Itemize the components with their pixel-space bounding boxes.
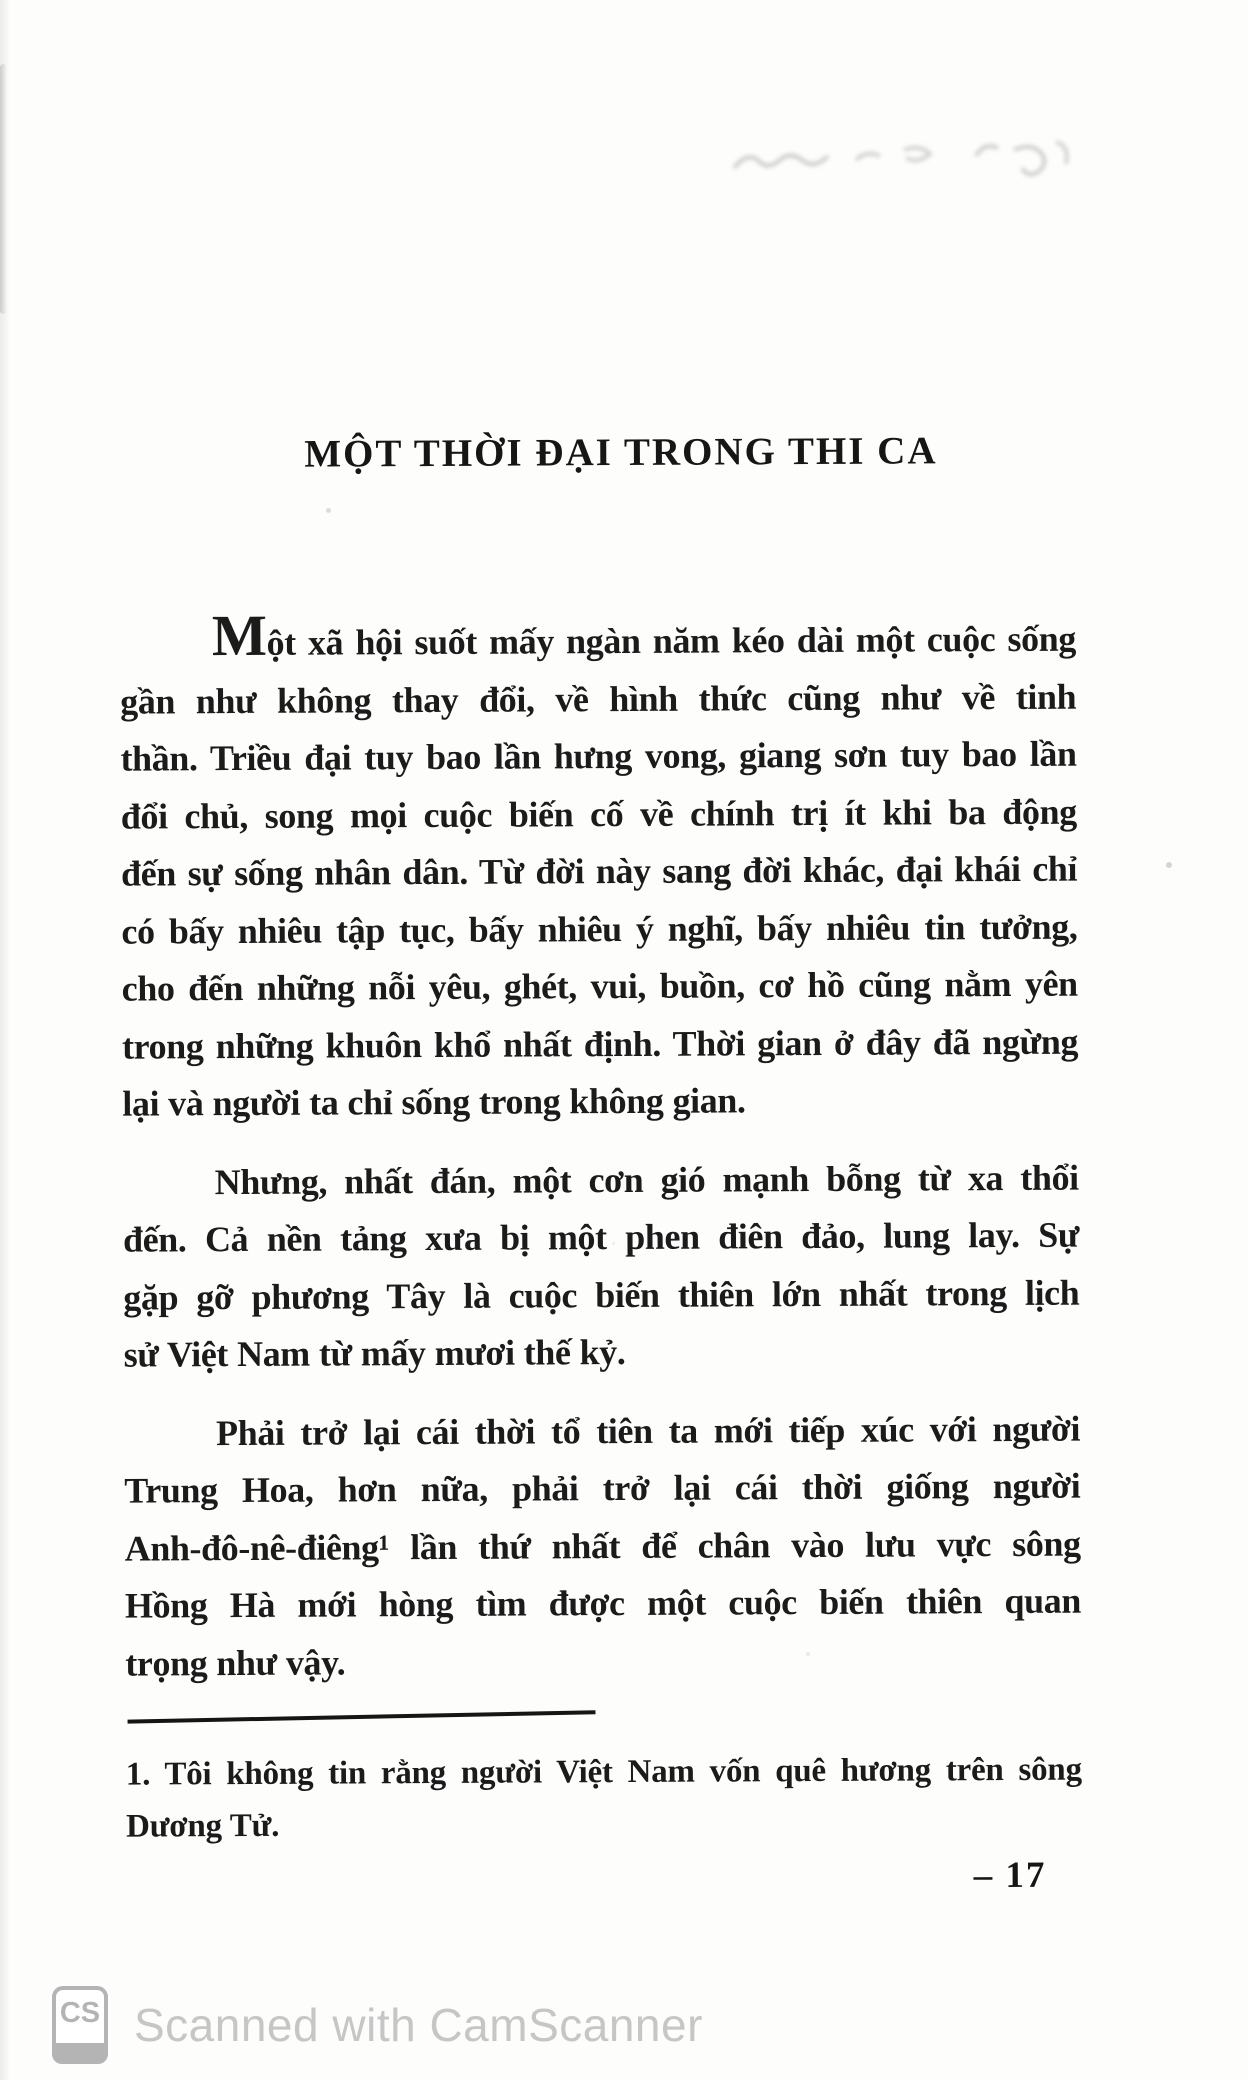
text-line: thần. Triều đại tuy bao lần hưng vong, giang sơn tuy bao lần [120,733,1077,779]
text-line: cho đến những nỗi yêu, ghét, vui, buồn, cơ hồ cũng nằm yên [121,963,1078,1009]
text-line: lại và người ta chỉ sống trong không gian. [122,1080,746,1124]
page-number: – 17 [973,1854,1047,1897]
text-line: đổi chủ, song mọi cuộc biến cố về chính trị ít khi ba động [120,791,1077,837]
footnote-divider [128,1710,596,1723]
footnote [126,1744,1083,1853]
text-line: Hồng Hà mới hòng tìm được một cuộc biến thiên quan [124,1580,1082,1626]
paragraph [120,602,1079,1133]
camscanner-watermark [52,1986,703,2064]
camscanner-logo-icon [52,1986,108,2064]
text-line: 1. Tôi không tin rằng người Việt Nam vốn quê hương trên sông [125,1751,1082,1793]
text-line: đến. Cả nền tảng xưa bị một phen điên đảo, lung lay. Sự [122,1214,1080,1260]
text-line: đến sự sống nhân dân. Từ đời này sang đời khác, đại khái chỉ [121,848,1078,894]
text-line: gặp gỡ phương Tây là cuộc biến thiên lớn nhất trong lịch [123,1272,1080,1318]
paragraph [124,1400,1081,1693]
camscanner-logo-base [52,2043,108,2064]
paragraph [123,1149,1080,1384]
text-line: gần như không thay đổi, về hình thức cũng như về tinh [120,676,1077,722]
body-text-column [120,602,1082,1853]
paragraph-list [120,602,1082,1693]
text-line: có bấy nhiêu tập tục, bấy nhiêu ý nghĩ, bấy nhiêu tin tưởng, [121,906,1078,952]
text-line: Phải trở lại cái thời tổ tiên ta mới tiếp xúc với người [215,1408,1081,1453]
text-line: trọng như vậy. [125,1641,346,1684]
chapter-title: MỘT THỜI ĐẠI TRONG THI CA [304,429,938,476]
text-line: sử Việt Nam từ mấy mươi thế kỷ. [123,1331,626,1375]
text-line: Nhưng, nhất đán, một cơn gió mạnh bỗng từ xa thổi [214,1157,1079,1202]
text-line: trong những khuôn khổ nhất định. Thời gian ở đây đã ngừng [121,1021,1079,1067]
camscanner-logo-text: CS [59,1997,101,2029]
text-line: Trung Hoa, hơn nữa, phải trở lại cái thời giống người [124,1465,1081,1511]
camscanner-label: Scanned with CamScanner [134,1999,703,2051]
text-line: Dương Tử. [126,1807,280,1845]
text-line: Anh-đô-nê-điêng¹ lần thứ nhất để chân vào lưu vực sông [124,1523,1081,1569]
text-line: Một xã hội suốt mấy ngàn năm kéo dài một cuộc sống [211,602,1077,669]
